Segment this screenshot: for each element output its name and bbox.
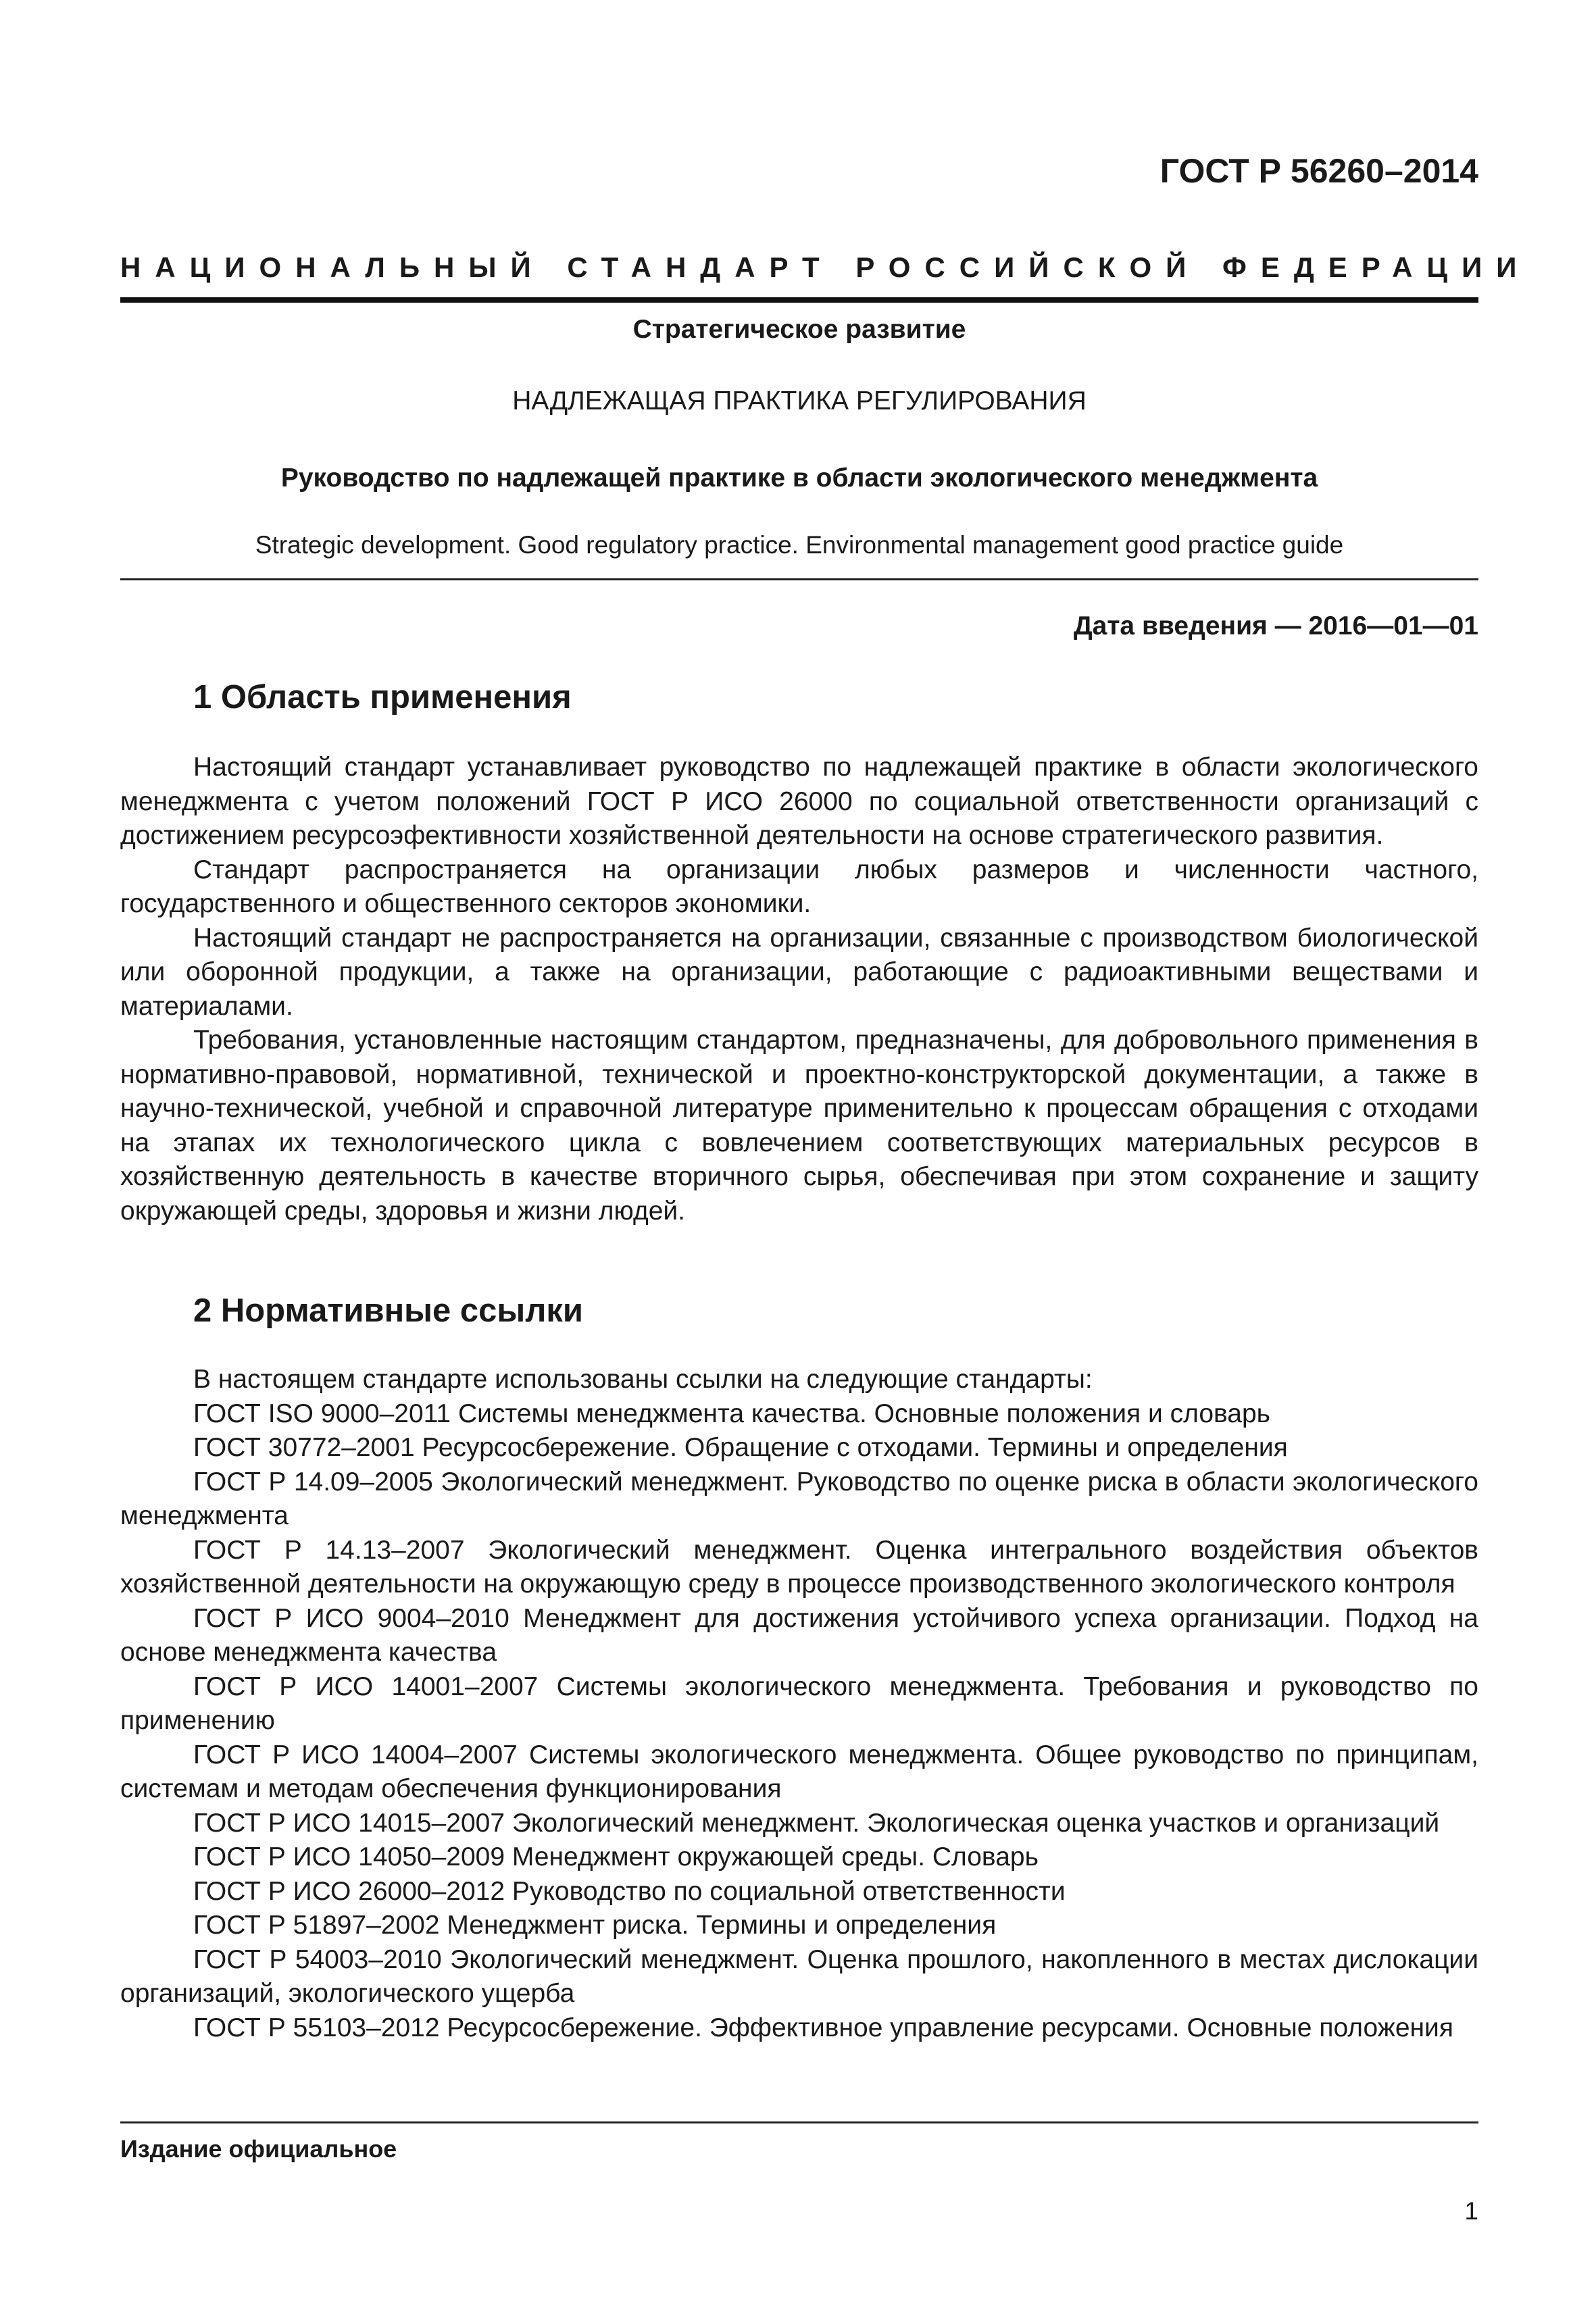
reference-item: ГОСТ Р 55103–2012 Ресурсосбережение. Эффективное управление ресурсами. Основные положения — [193, 2013, 1453, 2042]
section-2-body — [120, 1363, 1478, 2045]
reference-item: ГОСТ ISO 9000–2011 Системы менеджмента качества. Основные положения и словарь — [193, 1399, 1270, 1428]
section-2-heading: 2 Нормативные ссылки — [193, 1292, 583, 1329]
document-page — [120, 0, 1531, 2314]
official-edition-label: Издание официальное — [120, 2135, 397, 2163]
footer-divider — [120, 2121, 1478, 2123]
section-1-paragraph: Настоящий стандарт устанавливает руководство по надлежащей практике в области экологического менеджмента с учетом положений ГОСТ Р ИСО 26000 по социальной ответственности организаций с достижением ресурсоэфективности хозяйственной деятельности на основе стратегического развития. — [120, 753, 1478, 850]
national-standard-banner: НАЦИОНАЛЬНЫЙ СТАНДАРТ РОССИЙСКОЙ ФЕДЕРАЦИИ — [120, 251, 1531, 283]
reference-item: ГОСТ Р 14.13–2007 Экологический менеджмент. Оценка интегрального воздействия объектов хозяйственной деятельности на окружающую среду в процессе производственного экологического контроля — [120, 1535, 1478, 1599]
reference-item: ГОСТ Р ИСО 14015–2007 Экологический менеджмент. Экологическая оценка участков и организаций — [193, 1808, 1440, 1838]
reference-item: ГОСТ 30772–2001 Ресурсосбережение. Обращение с отходами. Термины и определения — [193, 1433, 1288, 1462]
section-1-paragraph: Стандарт распространяется на организации любых размеров и численности частного, государственного и общественного секторов экономики. — [120, 855, 1478, 918]
reference-item: ГОСТ Р ИСО 14050–2009 Менеджмент окружающей среды. Словарь — [193, 1842, 1039, 1871]
reference-item: ГОСТ Р ИСО 9004–2010 Менеджмент для достижения устойчивого успеха организации. Подход на основе менеджмента качества — [120, 1603, 1478, 1667]
section-1-paragraph: Настоящий стандарт не распространяется на организации, связанные с производством биологической или оборонной продукции, а также на организации, работающие с радиоактивными веществами и материалами. — [120, 923, 1478, 1021]
section-1-heading: 1 Область применения — [193, 679, 572, 715]
reference-item: ГОСТ Р 54003–2010 Экологический менеджмент. Оценка прошлого, накопленного в местах дислокации организаций, экологического ущерба — [120, 1944, 1478, 2008]
reference-item: ГОСТ Р 51897–2002 Менеджмент риска. Термины и определения — [193, 1911, 997, 1940]
title-line-3: Руководство по надлежащей практике в области экологического менеджмента — [280, 463, 1318, 493]
header-divider — [120, 297, 1478, 303]
reference-item: ГОСТ Р ИСО 26000–2012 Руководство по социальной ответственности — [193, 1876, 1066, 1906]
page-number: 1 — [1464, 2197, 1478, 2225]
date-of-introduction: Дата введения — 2016—01—01 — [1073, 611, 1478, 640]
title-divider — [120, 578, 1478, 580]
reference-item: ГОСТ Р 14.09–2005 Экологический менеджмент. Руководство по оценке риска в области экологического менеджмента — [120, 1467, 1478, 1530]
section-1-body — [120, 751, 1478, 1228]
section-1-paragraph: Требования, установленные настоящим стандартом, предназначены, для добровольного применения в нормативно-правовой, нормативной, технической и проектно-конструкторской документации, а также в научно-технической, учебной и справочной литературе применительно к процессам обращения с отходами на этапах их технологического цикла с вовлечением соответствующих материальных ресурсов в хозяйственную деятельность в качестве вторичного сырья, обеспечивая при этом сохранение и защиту окружающей среды, здоровья и жизни людей. — [120, 1026, 1478, 1226]
title-line-2: НАДЛЕЖАЩАЯ ПРАКТИКА РЕГУЛИРОВАНИЯ — [512, 386, 1087, 416]
section-2-intro: В настоящем стандарте использованы ссылки на следующие стандарты: — [193, 1365, 1093, 1394]
title-line-1: Стратегическое развитие — [632, 315, 966, 344]
standard-number: ГОСТ Р 56260–2014 — [1159, 152, 1478, 190]
reference-item: ГОСТ Р ИСО 14004–2007 Системы экологического менеджмента. Общее руководство по принципам, системам и методам обеспечения функционирования — [120, 1740, 1478, 1803]
english-title: Strategic development. Good regulatory practice. Environmental management good practice guide — [255, 531, 1344, 559]
reference-item: ГОСТ Р ИСО 14001–2007 Системы экологического менеджмента. Требования и руководство по применению — [120, 1671, 1478, 1735]
